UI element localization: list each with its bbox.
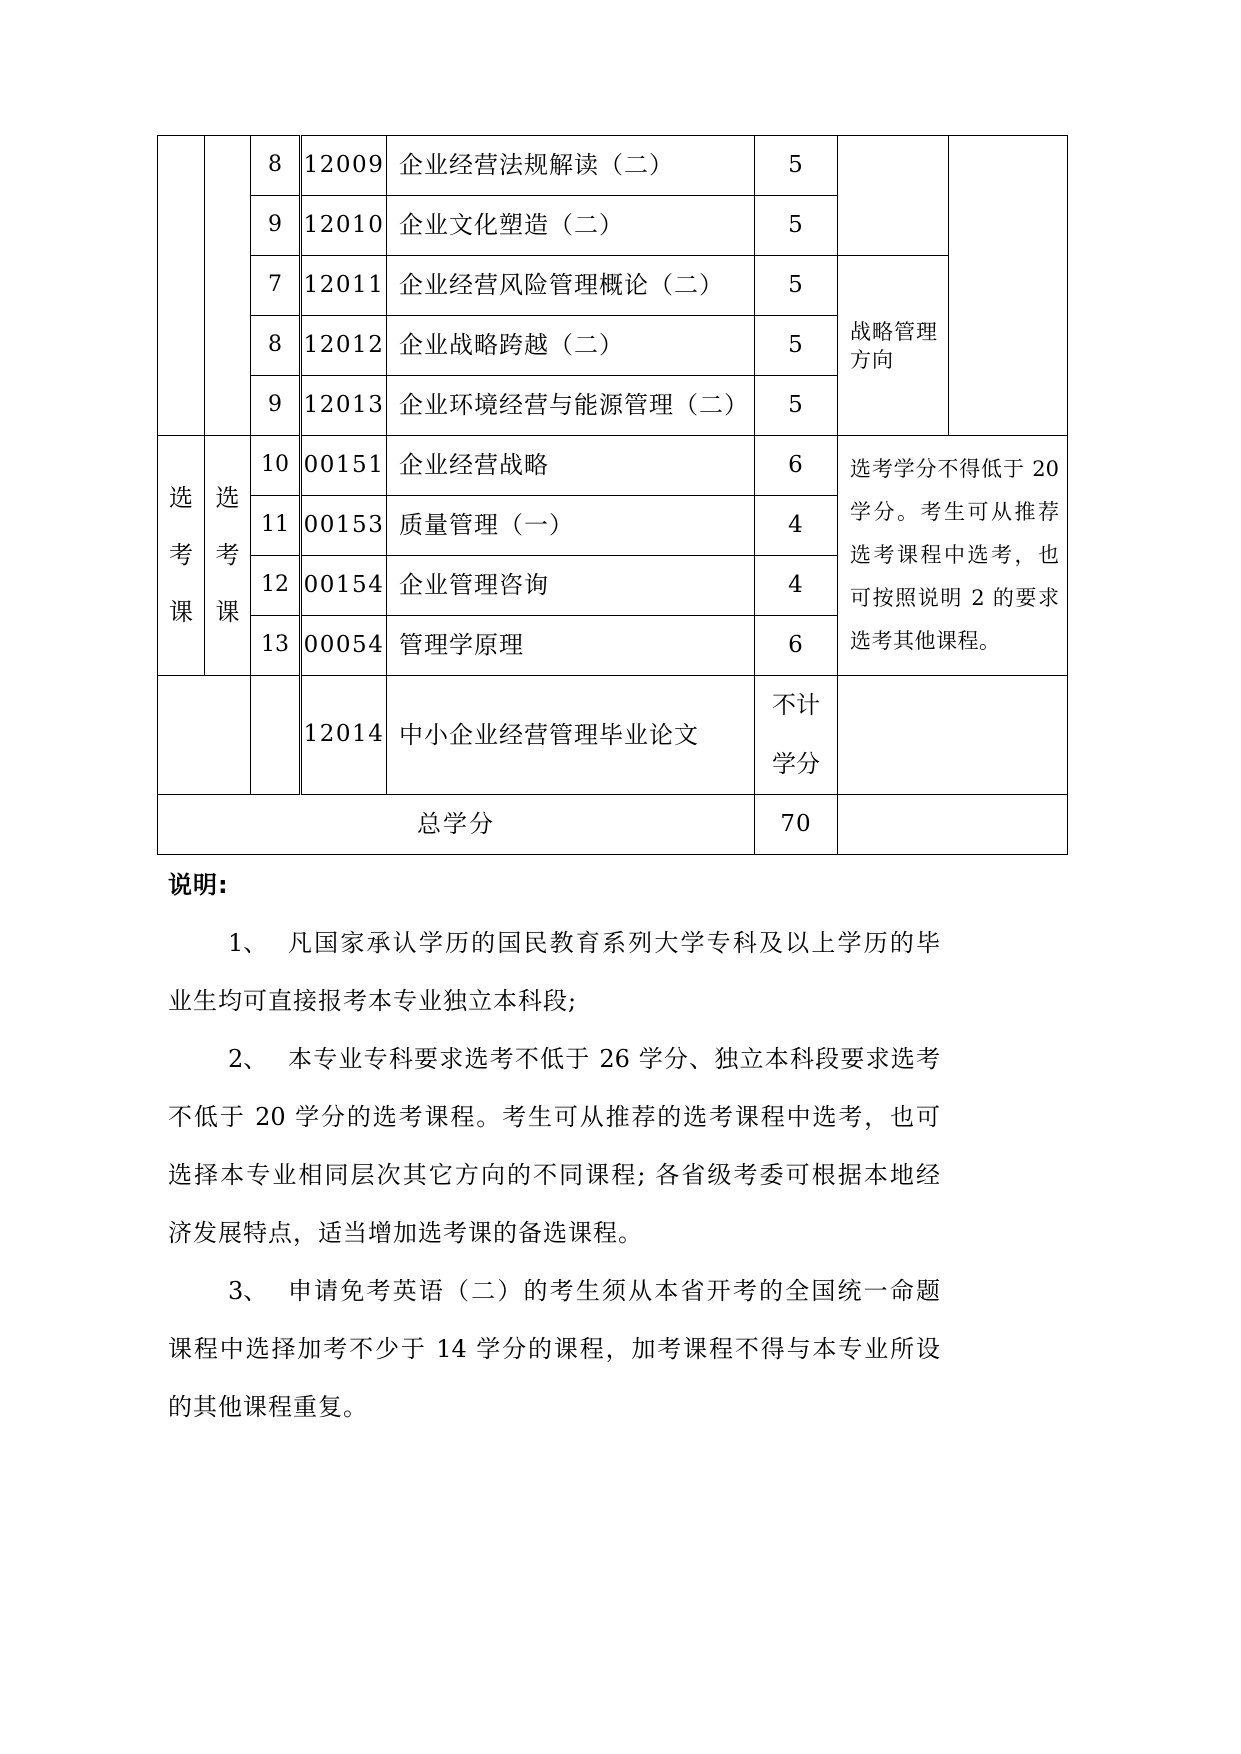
elective-subgroup-label: 选考课	[215, 484, 240, 626]
blank-cell	[205, 136, 251, 436]
elective-subgroup-cell	[205, 436, 251, 676]
note-item-1	[168, 914, 940, 1030]
credit-cell: 6	[755, 616, 838, 676]
credit-cell: 4	[755, 496, 838, 556]
course-code-cell: 00153	[301, 496, 387, 556]
course-name-cell: 企业经营法规解读（二）	[387, 136, 755, 196]
credit-cell: 6	[755, 436, 838, 496]
note-first-line	[228, 914, 940, 972]
course-name-cell: 企业经营风险管理概论（二）	[387, 256, 755, 316]
course-name-cell: 企业文化塑造（二）	[387, 196, 755, 256]
table-row	[158, 436, 1068, 496]
elective-remark-line: 选考其他课程。	[850, 629, 1001, 653]
credit-cell: 5	[755, 136, 838, 196]
blank-cell	[838, 676, 1068, 795]
elective-remark-cell	[838, 436, 1068, 676]
note-text-line: 申请免考英语（二）的考生须从本省开考的全国统一命题	[288, 1277, 940, 1305]
note-first-line	[228, 1262, 940, 1320]
elective-remark-line: 可按照说明 2 的要求	[850, 586, 1059, 610]
credit-cell: 5	[755, 376, 838, 436]
total-row	[158, 795, 1068, 855]
direction-label: 战略管理方向	[850, 319, 938, 372]
note-text-line: 业生均可直接报考本专业独立本科段;	[168, 987, 578, 1015]
notes-heading: 说明:	[168, 871, 229, 899]
note-text-line: 济发展特点，适当增加选考课的备选课程。	[168, 1219, 643, 1247]
elective-group-label: 选考课	[169, 484, 193, 626]
note-text-line: 的其他课程重复。	[168, 1393, 368, 1421]
elective-remark-line: 学分。考生可从推荐	[850, 500, 1059, 524]
thesis-name-cell: 中小企业经营管理毕业论文	[387, 676, 755, 795]
note-number: 2、	[228, 1045, 268, 1073]
seq-cell: 7	[251, 256, 301, 316]
course-name-cell: 质量管理（一）	[387, 496, 755, 556]
course-name-cell: 管理学原理	[387, 616, 755, 676]
thesis-row	[158, 676, 1068, 795]
course-code-cell: 12012	[301, 316, 387, 376]
blank-cell	[838, 136, 949, 256]
table-row	[158, 136, 1068, 196]
note-first-line	[228, 1030, 940, 1088]
blank-cell	[251, 676, 301, 795]
course-code-cell: 00054	[301, 616, 387, 676]
blank-cell	[158, 136, 205, 436]
thesis-credit-cell	[755, 676, 838, 795]
credit-cell: 5	[755, 316, 838, 376]
course-name-cell: 企业管理咨询	[387, 556, 755, 616]
credit-cell: 5	[755, 196, 838, 256]
elective-remark-line: 选考学分不得低于 20	[850, 457, 1059, 481]
notes-section	[168, 856, 940, 1436]
seq-cell: 8	[251, 316, 301, 376]
total-label-cell: 总学分	[158, 795, 755, 855]
course-code-cell: 12010	[301, 196, 387, 256]
course-code-cell: 12009	[301, 136, 387, 196]
seq-cell: 11	[251, 496, 301, 556]
thesis-code-cell: 12014	[301, 676, 387, 795]
course-code-cell: 00154	[301, 556, 387, 616]
note-item-3	[168, 1262, 940, 1436]
direction-cell	[838, 256, 949, 436]
blank-cell	[158, 676, 251, 795]
note-text-line: 本专业专科要求选考不低于 26 学分、独立本科段要求选考	[288, 1045, 940, 1073]
course-table	[157, 135, 1068, 855]
seq-cell: 12	[251, 556, 301, 616]
blank-cell	[949, 136, 1068, 436]
course-code-cell: 12011	[301, 256, 387, 316]
note-text-line: 课程中选择加考不少于 14 学分的课程，加考课程不得与本专业所设	[168, 1335, 940, 1363]
note-text-line: 选择本专业相同层次其它方向的不同课程; 各省级考委可根据本地经	[168, 1161, 940, 1189]
elective-remark-line: 选考课程中选考，也	[850, 543, 1059, 567]
credit-cell: 5	[755, 256, 838, 316]
seq-cell: 9	[251, 376, 301, 436]
elective-group-cell	[158, 436, 205, 676]
seq-cell: 13	[251, 616, 301, 676]
note-number: 3、	[228, 1277, 268, 1305]
course-code-cell: 12013	[301, 376, 387, 436]
credit-cell: 4	[755, 556, 838, 616]
note-text-line: 凡国家承认学历的国民教育系列大学专科及以上学历的毕	[288, 929, 940, 957]
total-value-cell: 70	[755, 795, 838, 855]
note-text-line: 不低于 20 学分的选考课程。考生可从推荐的选考课程中选考，也可	[168, 1103, 940, 1131]
course-code-cell: 00151	[301, 436, 387, 496]
note-item-2	[168, 1030, 940, 1262]
blank-cell	[838, 795, 1068, 855]
course-name-cell: 企业战略跨越（二）	[387, 316, 755, 376]
thesis-credit-label: 不计学分	[772, 691, 820, 778]
note-number: 1、	[228, 929, 268, 957]
table-row	[158, 256, 1068, 316]
seq-cell: 10	[251, 436, 301, 496]
course-name-cell: 企业经营战略	[387, 436, 755, 496]
seq-cell: 8	[251, 136, 301, 196]
seq-cell: 9	[251, 196, 301, 256]
course-name-cell: 企业环境经营与能源管理（二）	[387, 376, 755, 436]
